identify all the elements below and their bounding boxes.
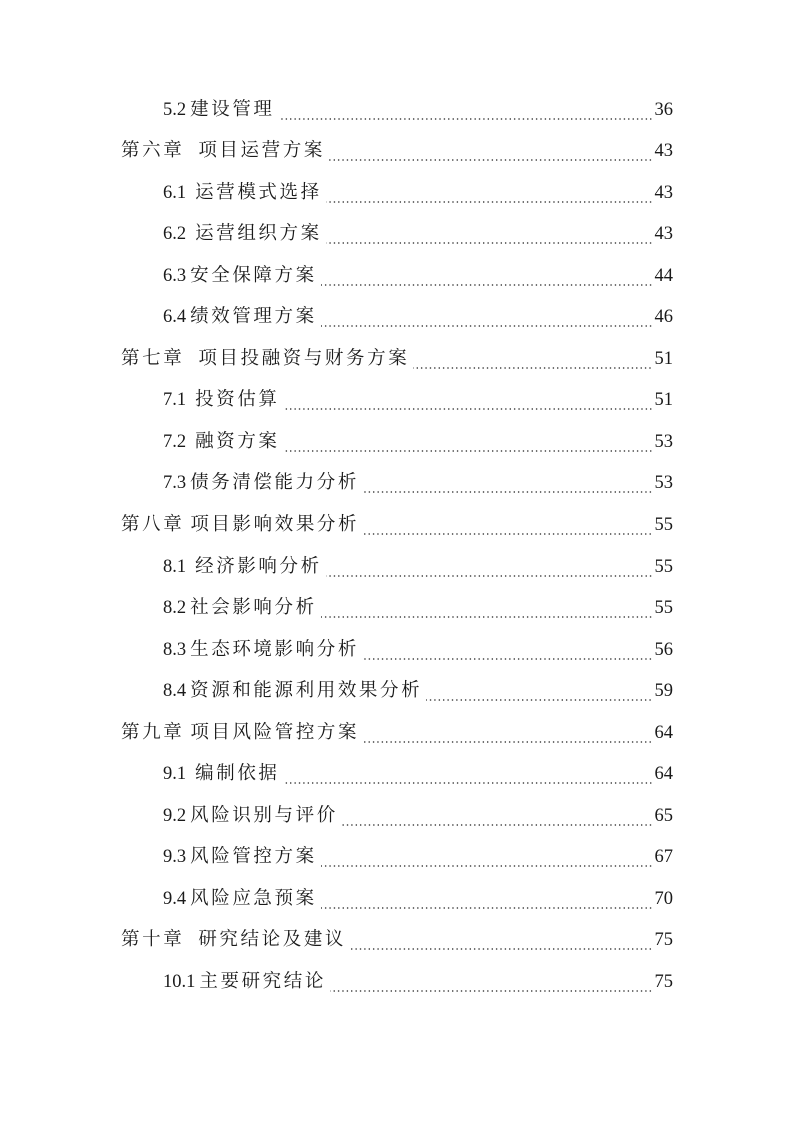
toc-entry-chapter-6[interactable] [121, 131, 673, 173]
section-title: 风险管控方案 [190, 847, 317, 868]
toc-entry-label [163, 474, 359, 493]
toc-entry-6-2[interactable] [121, 214, 673, 256]
dot-leader [279, 118, 653, 120]
page-number: 55 [654, 556, 673, 577]
section-title: 融资方案 [195, 431, 280, 452]
page-number: 53 [654, 473, 673, 494]
dot-leader [363, 533, 652, 535]
page-number: 70 [654, 888, 673, 909]
dot-leader [363, 658, 653, 660]
chapter-title: 项目运营方案 [198, 141, 325, 162]
section-number: 8.2 [163, 598, 187, 619]
page-number: 56 [654, 639, 673, 660]
dot-leader [329, 159, 653, 161]
section-number: 6.1 [163, 182, 187, 203]
section-number: 8.4 [163, 681, 187, 702]
dot-leader [350, 948, 652, 950]
toc-entry-7-3[interactable] [121, 463, 673, 505]
page-number: 59 [654, 681, 673, 702]
toc-entry-label [163, 267, 317, 286]
toc-entry-label [163, 807, 338, 826]
toc-entry-9-3[interactable] [121, 837, 673, 879]
section-title: 运营模式选择 [195, 182, 322, 203]
chapter-number: 第七章 [121, 348, 185, 369]
section-title: 安全保障方案 [190, 265, 317, 286]
toc-entry-label [121, 516, 359, 535]
toc-entry-10-1[interactable] [121, 961, 673, 1003]
dot-leader [426, 699, 652, 701]
toc-entry-5-2[interactable] [121, 89, 673, 131]
dot-leader [284, 782, 653, 784]
chapter-title: 项目影响效果分析 [190, 514, 360, 535]
page-number: 43 [654, 182, 673, 203]
toc-entry-label [163, 973, 326, 992]
dot-leader [363, 491, 653, 493]
dot-leader [342, 824, 653, 826]
toc-entry-chapter-7[interactable] [121, 338, 673, 380]
toc-entry-label [163, 391, 280, 410]
section-number: 6.4 [163, 307, 187, 328]
section-title: 投资估算 [195, 390, 280, 411]
toc-entry-6-4[interactable] [121, 297, 673, 339]
page-number: 36 [654, 99, 673, 120]
dot-leader [326, 201, 653, 203]
toc-entry-9-1[interactable] [121, 754, 673, 796]
section-title: 主要研究结论 [199, 972, 326, 992]
page-number: 46 [654, 307, 673, 328]
page-number: 64 [654, 722, 673, 743]
page-number: 55 [654, 598, 673, 619]
section-title: 风险应急预案 [190, 888, 317, 909]
toc-entry-label [121, 350, 409, 369]
chapter-title: 项目投融资与财务方案 [198, 348, 410, 369]
dot-leader [363, 741, 652, 743]
page-number: 64 [654, 764, 673, 785]
toc-entry-label [163, 225, 322, 244]
page-number: 43 [654, 141, 673, 162]
section-number: 6.3 [163, 265, 187, 286]
section-number: 9.4 [163, 888, 187, 909]
toc-entry-label [163, 558, 322, 577]
dot-leader [326, 575, 653, 577]
toc-entry-9-4[interactable] [121, 878, 673, 920]
chapter-number: 第九章 [121, 722, 185, 743]
dot-leader [321, 325, 653, 327]
page-number: 51 [654, 390, 673, 411]
toc-entry-label [163, 890, 317, 909]
chapter-number: 第八章 [121, 514, 185, 535]
section-number: 8.3 [163, 639, 187, 660]
section-title: 经济影响分析 [195, 556, 322, 577]
toc-entry-9-2[interactable] [121, 795, 673, 837]
section-number: 8.1 [163, 556, 187, 577]
dot-leader [413, 367, 652, 369]
page-number: 53 [654, 431, 673, 452]
toc-entry-label [163, 184, 322, 203]
dot-leader [321, 907, 653, 909]
section-title: 债务清偿能力分析 [190, 473, 359, 494]
page-number: 75 [654, 972, 673, 992]
section-number: 5.2 [163, 99, 187, 120]
section-title: 生态环境影响分析 [190, 639, 359, 660]
toc-entry-label [121, 931, 346, 950]
page-number: 43 [654, 224, 673, 245]
section-number: 10.1 [163, 972, 196, 992]
dot-leader [326, 242, 653, 244]
toc-entry-label [163, 682, 422, 701]
toc-entry-8-2[interactable] [121, 588, 673, 630]
section-number: 9.3 [163, 847, 187, 868]
section-title: 绩效管理方案 [190, 307, 317, 328]
toc-entry-8-4[interactable] [121, 671, 673, 713]
toc-entry-label [163, 308, 317, 327]
section-title: 资源和能源利用效果分析 [190, 681, 423, 702]
toc-entry-label [163, 848, 317, 867]
chapter-title: 项目风险管控方案 [190, 722, 360, 743]
toc-entry-label [163, 765, 280, 784]
toc-entry-8-1[interactable] [121, 546, 673, 588]
dot-leader [330, 990, 653, 992]
chapter-number: 第六章 [121, 141, 185, 162]
toc-entry-7-1[interactable] [121, 380, 673, 422]
dot-leader [321, 616, 653, 618]
toc-entry-chapter-9[interactable] [121, 712, 673, 754]
section-title: 风险识别与评价 [190, 805, 338, 826]
chapter-number: 第十章 [121, 930, 185, 951]
page-number: 67 [654, 847, 673, 868]
toc-entry-label [121, 142, 325, 161]
page-number: 75 [654, 930, 673, 951]
page-number: 65 [654, 805, 673, 826]
toc-entry-label [163, 641, 359, 660]
section-title: 运营组织方案 [195, 224, 322, 245]
toc-entry-label [163, 433, 280, 452]
section-number: 7.2 [163, 431, 187, 452]
dot-leader [284, 450, 653, 452]
section-number: 6.2 [163, 224, 187, 245]
dot-leader [284, 408, 653, 410]
page-number: 44 [654, 265, 673, 286]
section-number: 7.1 [163, 390, 187, 411]
section-title: 建设管理 [190, 99, 275, 120]
toc-entry-6-1[interactable] [121, 172, 673, 214]
page-number: 51 [654, 348, 673, 369]
section-title: 编制依据 [195, 764, 280, 785]
toc-entry-label [121, 724, 359, 743]
dot-leader [321, 865, 653, 867]
toc-entry-chapter-8[interactable] [121, 504, 673, 546]
toc-entry-6-3[interactable] [121, 255, 673, 297]
page-number: 55 [654, 514, 673, 535]
dot-leader [321, 284, 653, 286]
section-number: 7.3 [163, 473, 187, 494]
toc-entry-label [163, 599, 317, 618]
section-title: 社会影响分析 [190, 598, 317, 619]
toc-entry-7-2[interactable] [121, 421, 673, 463]
toc-entry-8-3[interactable] [121, 629, 673, 671]
table-of-contents [121, 89, 673, 1003]
toc-entry-chapter-10[interactable] [121, 920, 673, 962]
section-number: 9.1 [163, 764, 187, 785]
section-number: 9.2 [163, 805, 187, 826]
chapter-title: 研究结论及建议 [198, 930, 347, 951]
toc-entry-label [163, 101, 275, 120]
